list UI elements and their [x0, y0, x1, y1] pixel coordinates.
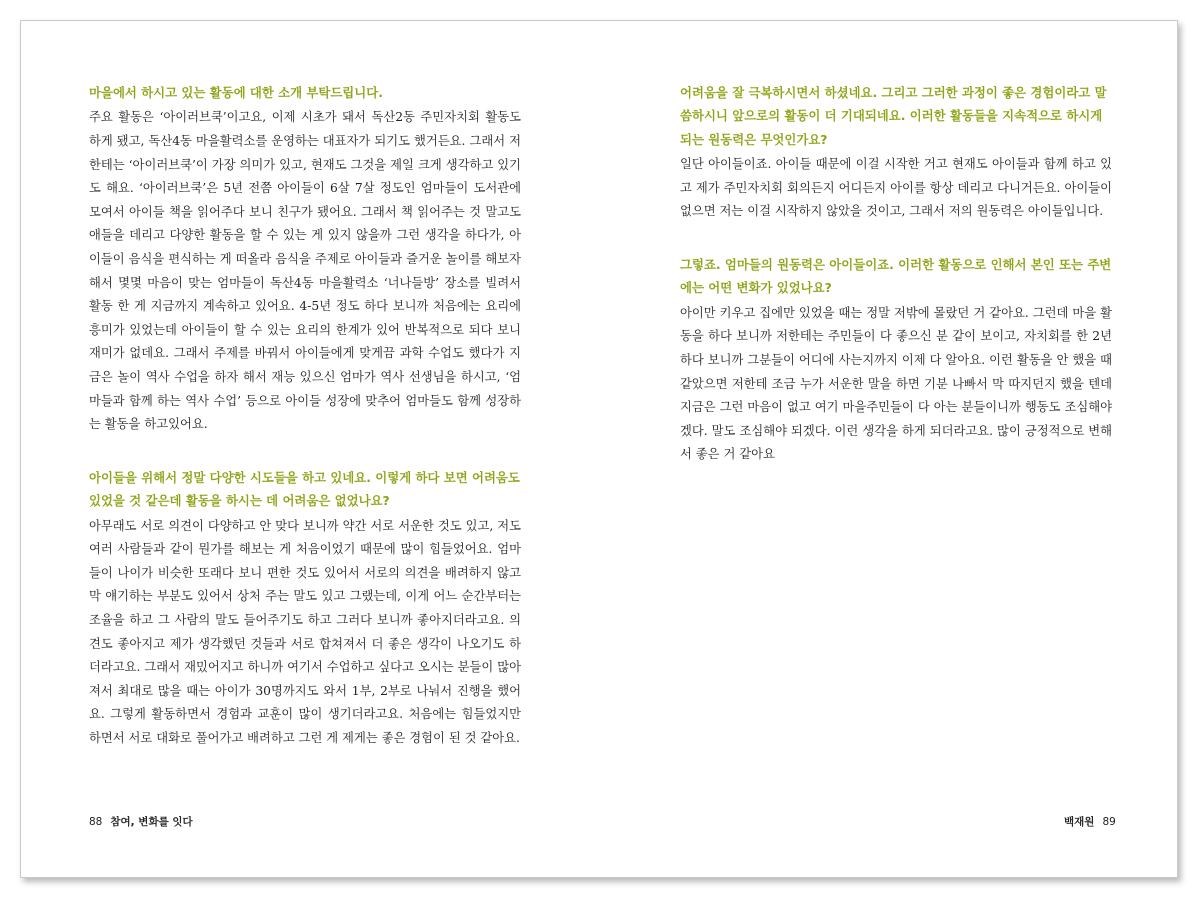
interview-question: 아이들을 위해서 정말 다양한 시도들을 하고 있네요. 이렇게 하다 보면 어려움도 있었을 것 같은데 활동을 하시는 데 어려움은 없었나요?	[89, 469, 520, 509]
author-name: 백재원	[1064, 816, 1095, 828]
right-page-content	[680, 81, 1112, 496]
interview-answer: 아무래도 서로 의견이 다양하고 안 맞다 보니까 약간 서로 서운한 것도 있고, 저도 여러 사람들과 같이 뭔가를 해보는 게 처음이었기 때문에 많이 힘들었어요. 엄마들이 나이가 비슷한 또래다 보니 편한 것도 있어서 서로의 의견을 배려하지 않고 막 얘기하는 부분도 있어서 상처 주는 말도 있고 그랬는데, 이게 어느 순간부터는 조율을 하고 그 사람의 말도 들어주기도 하고 그러다 보니까 좋아지더라고요. 의견도 좋아지고 제가 생각했던 것들과 서로 합쳐져서 더 좋은 생각이 나오기도 하더라고요. 그래서 재밌어지고 하니까 여기서 수업하고 싶다고 오시는 분들이 많아져서 최대로 많을 때는 아이가 30명까지도 와서 1부, 2부로 나눠서 진행을 했어요. 그렇게 활동하면서 경험과 교훈이 많이 생기더라고요. 처음에는 힘들었지만 하면서 서로 대화로 풀어가고 배려하고 그런 게 제게는 좋은 경험이 된 것 같아요.	[89, 518, 521, 745]
left-page-footer	[89, 814, 193, 829]
qa-block	[89, 81, 521, 437]
interview-question: 마을에서 하시고 있는 활동에 대한 소개 부탁드립니다.	[89, 85, 383, 100]
interview-answer: 일단 아이들이죠. 아이들 때문에 이걸 시작한 거고 현재도 아이들과 함께 하고 있고 제가 주민자치회 회의든지 어디든지 아이를 항상 데리고 다니거든요. 아이들이 없으면 저는 이걸 시작하지 않았을 것이고, 그래서 저의 원동력은 아이들입니다.	[680, 157, 1112, 219]
page-number: 88	[89, 816, 103, 828]
interview-question: 어려움을 잘 극복하시면서 하셨네요. 그리고 그러한 과정이 좋은 경험이라고 말씀하시니 앞으로의 활동이 더 기대되네요. 이러한 활동들을 지속적으로 하시게 되는 원동력은 무엇인가요?	[680, 85, 1107, 147]
interview-answer: 아이만 키우고 집에만 있었을 때는 정말 저밖에 몰랐던 거 같아요. 그런데 마을 활동을 하다 보니까 저한테는 주민들이 다 좋으신 분 같이 보이고, 자치회를 한 2년 하다 보니까 그분들이 어디에 사는지까지 이제 다 알아요. 이런 활동을 안 했을 때 같았으면 저한테 조금 누가 서운한 말을 하면 기분 나빠서 막 따지던지 했을 텐데 지금은 그런 마음이 없고 여기 마을주민들이 다 아는 분들이니까 행동도 조심해야 겠다. 말도 조심해야 되겠다. 이런 생각을 하게 되더라고요. 많이 긍정적으로 변해서 좋은 거 같아요	[680, 305, 1112, 462]
qa-block	[680, 253, 1112, 467]
qa-block	[89, 466, 521, 751]
interview-question: 그렇죠. 엄마들의 원동력은 아이들이죠. 이러한 활동으로 인해서 본인 또는 주변에는 어떤 변화가 있었나요?	[680, 257, 1112, 296]
interview-answer: 주요 활동은 ‘아이러브쿡’이고요, 이제 시초가 돼서 독산2동 주민자치회 활동도 하게 됐고, 독산4동 마을활력소를 운영하는 대표자가 되기도 했거든요. 그래서 저한테는 ‘아이러브쿡’이 가장 의미가 있고, 현재도 그것을 제일 크게 생각하고 있기도 해요. ‘아이러브쿡’은 5년 전쯤 아이들이 6살 7살 정도인 엄마들이 도서관에 모여서 아이들 책을 읽어주다 보니 친구가 됐어요. 그래서 책 읽어주는 것 말고도 애들을 데리고 다양한 활동을 할 수 있는 게 있지 않을까 그런 생각을 하다가, 아이들이 음식을 편식하는 게 떠올라 음식을 주제로 아이들과 즐거운 놀이를 해보자 해서 몇몇 마음이 맞는 엄마들이 독산4동 마을활력소 ‘너나들방’ 장소를 빌려서 활동 한 게 지금까지 계속하고 있어요. 4-5년 정도 하다 보니까 처음에는 요리에 흥미가 있었는데 아이들이 할 수 있는 요리의 한계가 있어 반복적으로 되다 보니 재미가 없데요. 그래서 주제를 바꿔서 아이들에게 맞게끔 과학 수업도 했다가 지금은 놀이 역사 수업을 하자 해서 재능 있으신 엄마가 역사 선생님을 하시고, ‘엄마들과 함께 하는 역사 수업’ 등으로 아이들 성장에 맞추어 엄마들도 함께 성장하는 활동을 하고있어요.	[89, 110, 521, 432]
book-title: 참여, 변화를 잇다	[110, 816, 193, 828]
book-spread	[20, 20, 1178, 878]
qa-block	[680, 81, 1112, 224]
page-number: 89	[1102, 816, 1116, 828]
left-page-content	[89, 81, 521, 779]
right-page-footer	[1064, 814, 1124, 829]
